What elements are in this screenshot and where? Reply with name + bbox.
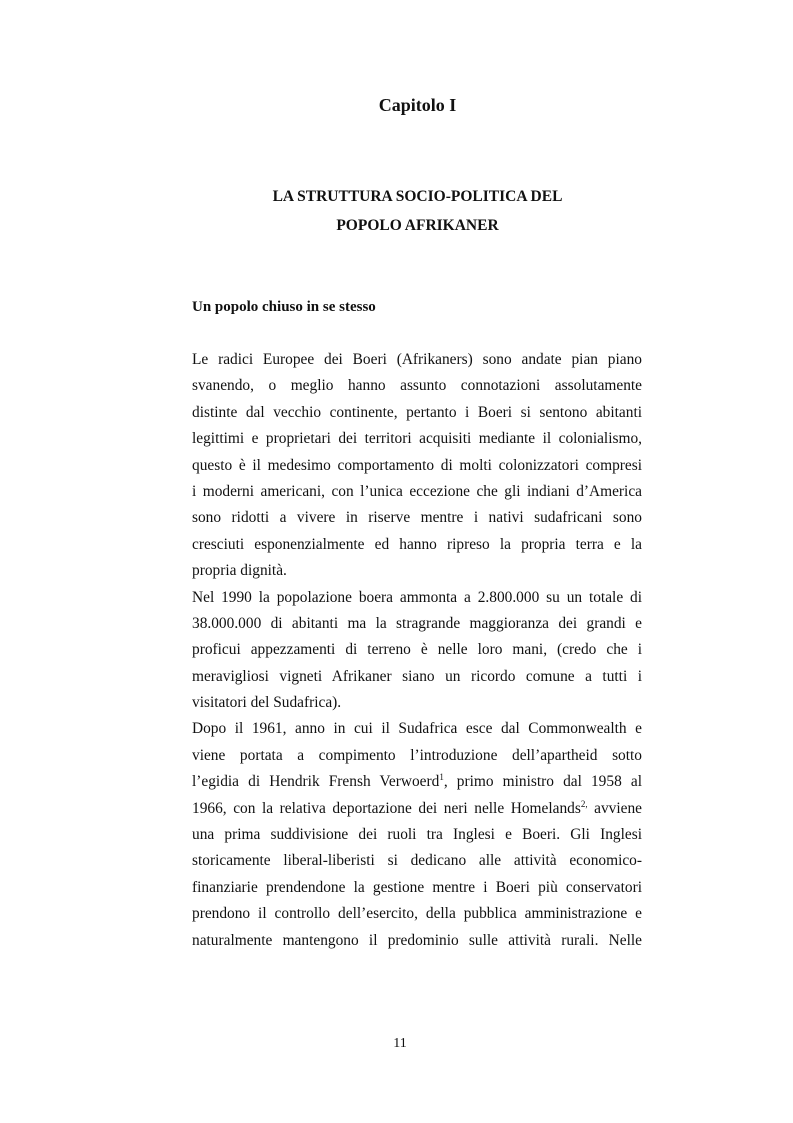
text-line: svanendo, o meglio hanno assunto connotazioni assolutamente [192,377,642,395]
chapter-title-line: LA STRUTTURA SOCIO-POLITICA DEL [272,188,563,205]
section-heading: Un popolo chiuso in se stesso [192,299,376,315]
text-fragment: , primo ministro dal 1958 al [443,773,642,791]
text-line: legittimi e proprietari dei territori acquisiti mediante il colonialismo, [192,430,642,448]
text-line: Le radici Europee dei Boeri (Afrikaners) sono andate pian piano [192,351,642,368]
body-text [192,347,642,954]
page-number: 11 [393,1036,407,1051]
text-fragment: l’egidia di Hendrik Frensh Verwoerd [192,773,440,791]
text-line: distinte dal vecchio continente, pertanto i Boeri si sentono abitanti [192,403,642,421]
text-line: finanziarie prendendone la gestione mentre i Boeri più conservatori [192,878,642,896]
text-fragment: 1966, con la relativa deportazione dei neri nelle Homelands [192,799,581,817]
chapter-title [0,182,793,240]
text-line: visitatori del Sudafrica). [192,694,342,712]
text-line: cresciuti esponenzialmente ed hanno ripreso la propria terra e la [192,535,642,553]
text-line: prendono il controllo dell’esercito, della pubblica amministrazione e [192,905,642,923]
text-line: naturalmente mantengono il predominio sulle attività rurali. Nelle [192,931,642,949]
text-line: meravigliosi vigneti Afrikaner siano un ricordo comune a tutti i [192,667,642,685]
footnote-marker[interactable]: 1 [439,772,444,783]
text-line: 38.000.000 di abitanti ma la stragrande maggioranza dei grandi e [192,614,642,632]
text-line: sono ridotti a vivere in riserve mentre i nativi sudafricani sono [192,509,642,527]
text-line [192,769,642,795]
text-fragment: avviene [587,799,642,817]
text-line: i moderni americani, con l’unica eccezione che gli indiani d’America [192,482,642,500]
chapter-heading: Capitolo I [378,95,457,115]
text-line: propria dignità. [192,562,287,580]
text-line: Nel 1990 la popolazione boera ammonta a 2.800.000 su un totale di [192,588,642,606]
text-line: proficui appezzamenti di terreno è nelle loro mani, (credo che i [192,641,642,659]
text-line: viene portata a compimento l’introduzione dell’apartheid sotto [192,746,642,764]
text-line [192,796,642,822]
text-line: storicamente liberal-liberisti si dedicano alle attività economico- [192,852,642,870]
footnote-marker[interactable]: 2, [580,798,588,809]
chapter-title-line: POPOLO AFRIKANER [336,217,499,234]
text-line: questo è il medesimo comportamento di molti colonizzatori compresi [192,456,642,474]
text-line: Dopo il 1961, anno in cui il Sudafrica esce dal Commonwealth e [192,720,642,738]
text-line: una prima suddivisione dei ruoli tra Inglesi e Boeri. Gli Inglesi [192,826,642,844]
